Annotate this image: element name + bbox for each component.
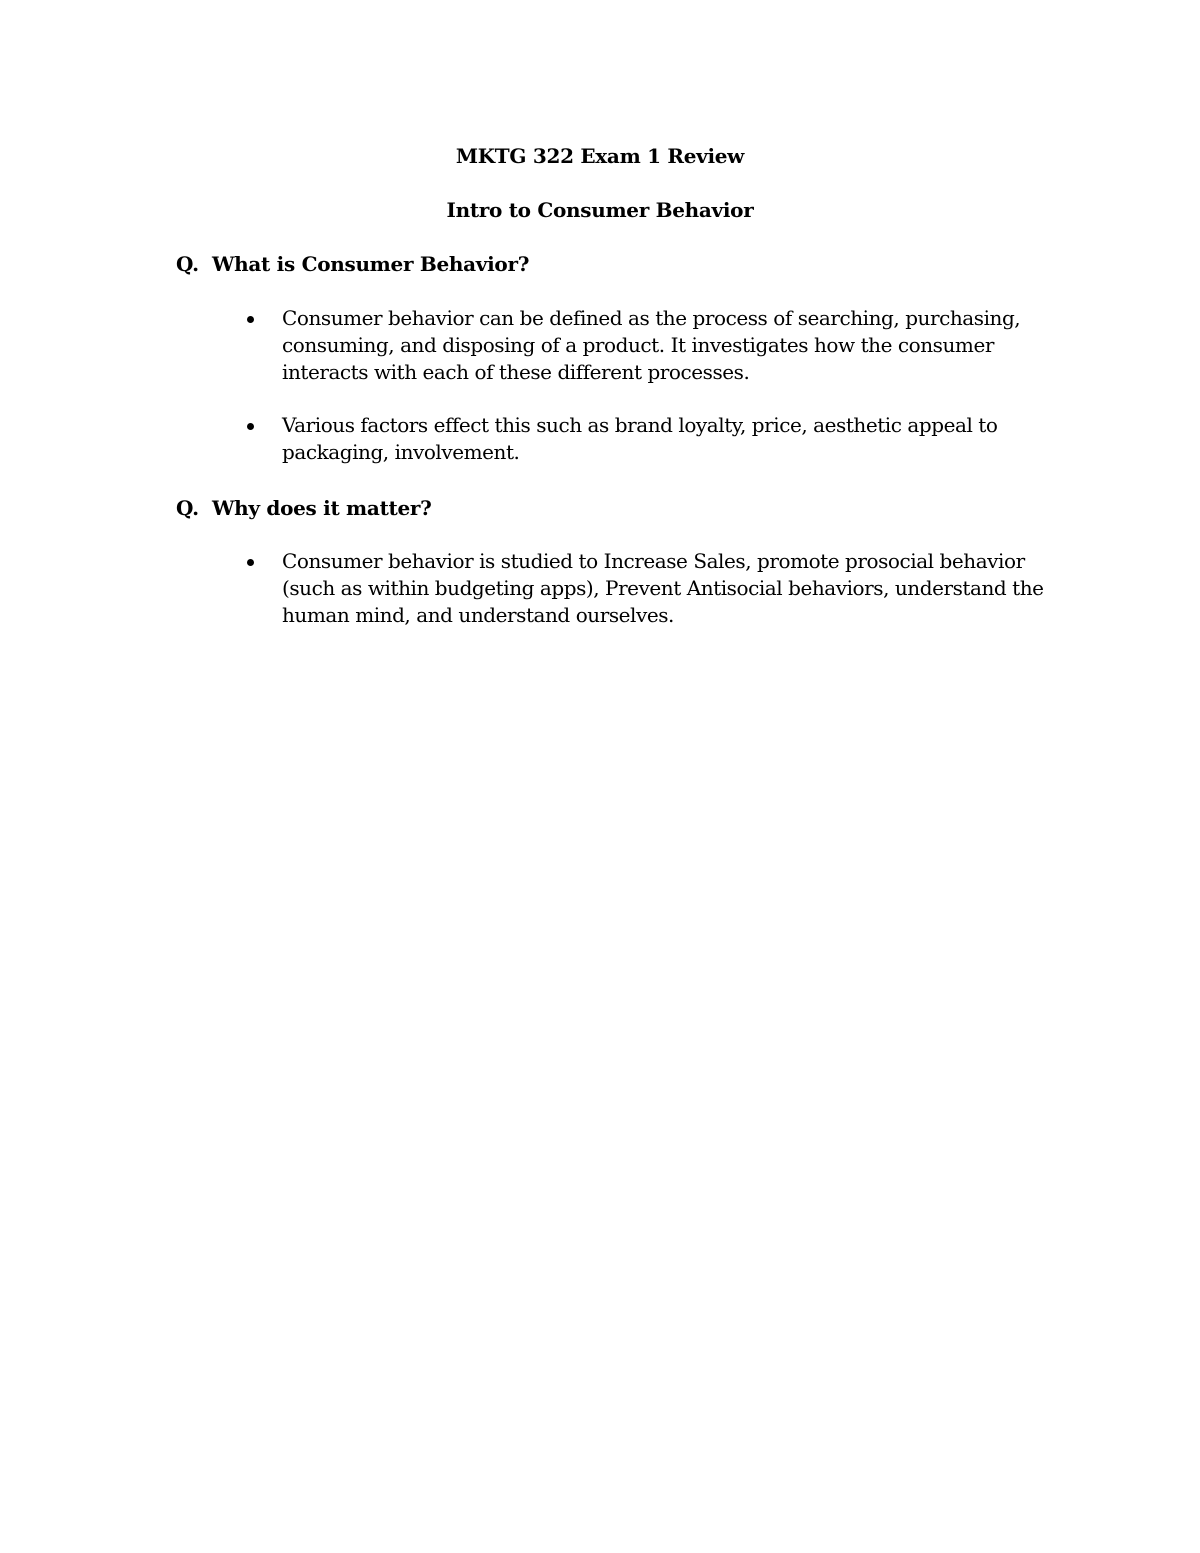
list-item-text: Consumer behavior is studied to Increase Sales, promote prosocial behavior (such as within budgeting apps), Prevent Antisocial behaviors, understand the human mind, and understand ourselves. bbox=[282, 549, 1044, 627]
question-2-prefix: Q. bbox=[176, 496, 199, 520]
document-title: MKTG 322 Exam 1 Review bbox=[455, 144, 745, 168]
list-item-text: Consumer behavior can be defined as the process of searching, purchasing, consuming, and disposing of a product. It investigates how the consumer interacts with each of these different processes. bbox=[282, 306, 1021, 384]
question-2-text: Why does it matter? bbox=[212, 496, 432, 520]
bullet-icon bbox=[247, 559, 254, 566]
list-item bbox=[243, 412, 1063, 466]
question-2 bbox=[176, 494, 432, 522]
question-1-text: What is Consumer Behavior? bbox=[212, 252, 530, 276]
section-title: Intro to Consumer Behavior bbox=[446, 198, 754, 222]
list-item bbox=[243, 305, 1063, 386]
question-1-prefix: Q. bbox=[176, 252, 199, 276]
list-item bbox=[243, 548, 1063, 629]
question-1 bbox=[176, 250, 529, 278]
bullet-icon bbox=[247, 423, 254, 430]
bullet-icon bbox=[247, 316, 254, 323]
list-item-text: Various factors effect this such as brand loyalty, price, aesthetic appeal to packaging, involvement. bbox=[282, 413, 998, 464]
